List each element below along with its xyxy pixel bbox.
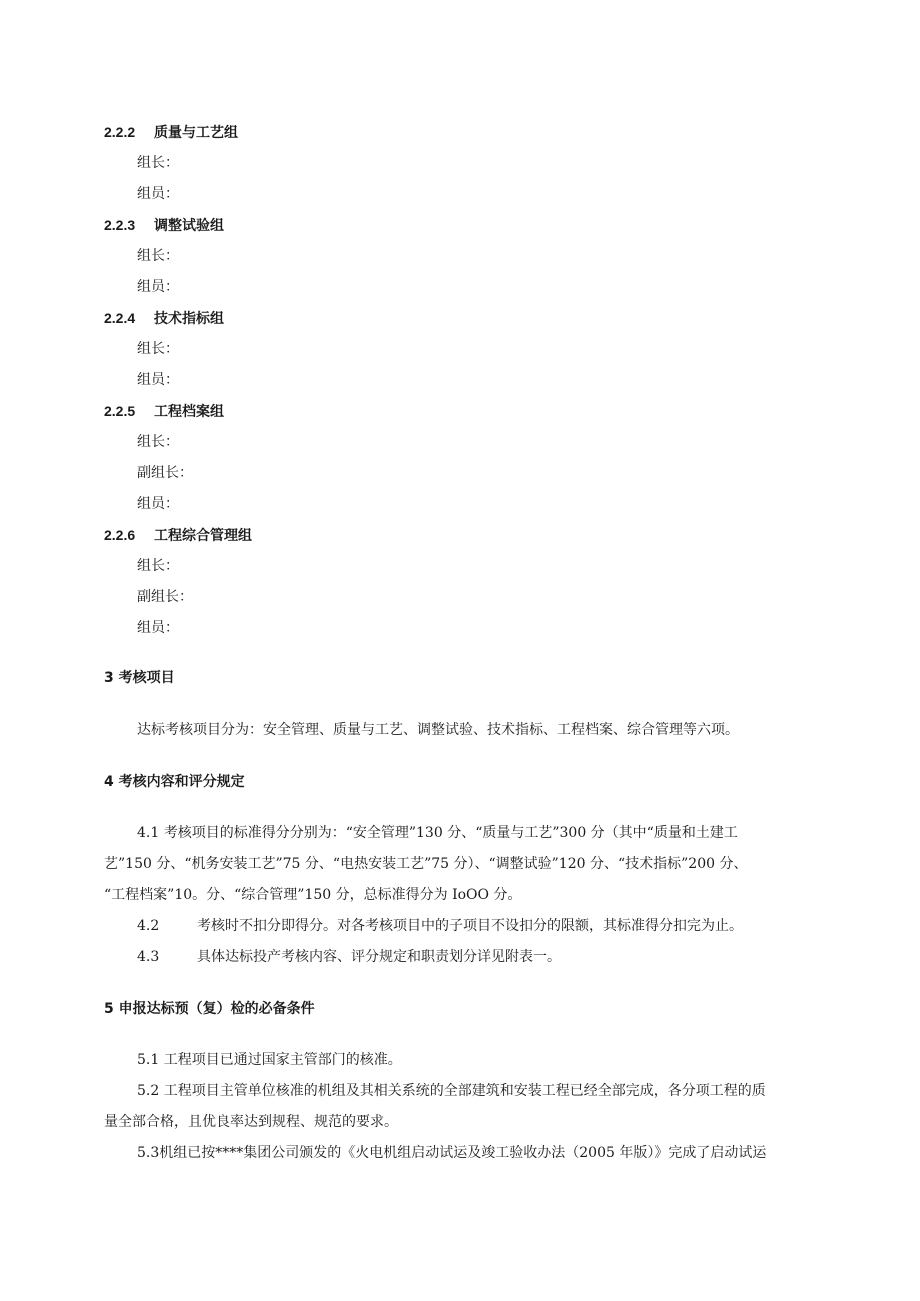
paragraph: 达标考核项目分为：安全管理、质量与工艺、调整试验、技术指标、工程档案、综合管理等六项。 [137, 722, 739, 738]
paragraph: 5.1 工程项目已通过国家主管部门的核准。 [137, 1052, 402, 1068]
subsection-title: 质量与工艺组 [154, 125, 238, 141]
subsection-heading [104, 401, 224, 422]
subsection-heading [104, 525, 252, 546]
role-line: 组长： [137, 434, 179, 450]
subsection-title: 工程综合管理组 [154, 528, 252, 544]
subsection-title: 调整试验组 [154, 218, 224, 234]
subsection-number: 2.2.3 [104, 217, 136, 233]
clause-number: 4.2 [137, 918, 160, 934]
role-line: 组长： [137, 558, 179, 574]
subsection-number: 2.2.6 [104, 527, 136, 543]
role-line: 副组长： [137, 465, 193, 481]
paragraph-line: 5.2 工程项目主管单位核准的机组及其相关系统的全部建筑和安装工程已经全部完成，各分项工程的质 [137, 1083, 766, 1099]
clause-text: 具体达标投产考核内容、评分规定和职责划分详见附表一。 [197, 949, 561, 965]
section-heading: 5 申报达标预（复）检的必备条件 [104, 1001, 315, 1017]
paragraph-line: 4.1 考核项目的标准得分分别为：“安全管理”130 分、“质量与工艺”300 分（其中“质量和土建工 [137, 825, 738, 841]
role-line: 组长： [137, 248, 179, 264]
paragraph-line: 5.3机组已按****集团公司颁发的《火电机组启动试运及竣工验收办法（2005 年版）》完成了启动试运 [137, 1145, 767, 1161]
role-line: 副组长： [137, 589, 193, 605]
role-line: 组员： [137, 186, 179, 202]
subsection-number: 2.2.5 [104, 403, 136, 419]
subsection-title: 工程档案组 [154, 404, 224, 420]
paragraph [137, 947, 561, 967]
subsection-title: 技术指标组 [154, 311, 224, 327]
subsection-number: 2.2.2 [104, 124, 136, 140]
clause-number: 4.3 [137, 949, 160, 965]
role-line: 组员： [137, 496, 179, 512]
section-heading: 3 考核项目 [104, 670, 175, 686]
role-line: 组员： [137, 279, 179, 295]
role-line: 组员： [137, 372, 179, 388]
role-line: 组长： [137, 341, 179, 357]
role-line: 组长： [137, 155, 179, 171]
paragraph-line: 量全部合格，且优良率达到规程、规范的要求。 [104, 1114, 398, 1130]
clause-text: 考核时不扣分即得分。对各考核项目中的子项目不设扣分的限额，其标准得分扣完为止。 [197, 918, 743, 934]
subsection-number: 2.2.4 [104, 310, 136, 326]
subsection-heading [104, 122, 238, 143]
paragraph-line: “工程档案”10。分、“综合管理”150 分，总标准得分为 IoOO 分。 [104, 887, 522, 903]
section-heading: 4 考核内容和评分规定 [104, 774, 245, 790]
paragraph-line: 艺”150 分、“机务安装工艺”75 分、“电热安装工艺”75 分）、“调整试验”120 分、“技术指标”200 分、 [104, 856, 748, 872]
subsection-heading [104, 308, 224, 329]
paragraph [137, 916, 743, 936]
subsection-heading [104, 215, 224, 236]
role-line: 组员： [137, 620, 179, 636]
